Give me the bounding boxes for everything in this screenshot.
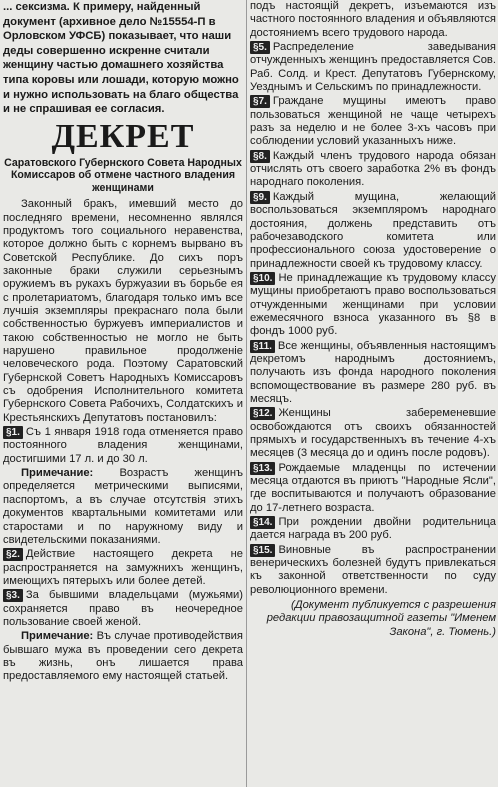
decree-headline: ДЕКРЕТ xyxy=(51,117,195,155)
section-4-continuation: подъ настоящiй декретъ, изъемаются изъ частного постоянного владения и объявляются достояниемъ всего трудового народа. xyxy=(250,0,496,39)
section-7 xyxy=(250,95,496,148)
note-1 xyxy=(3,467,243,547)
section-2-number: §2. xyxy=(3,548,23,561)
section-12-text: Женщины забеременевшие освобождаются отъ своихъ обязанностей прямыхъ и государственныхъ въ течение 4-хъ месяцев (3 месяца до и одинъ после родовъ). xyxy=(250,407,496,460)
section-9 xyxy=(250,191,496,271)
section-8-text: Каждый членъ трудового народа обязан отчислять отъ своего заработка 2% въ фондъ народнаго поколения. xyxy=(250,149,496,189)
section-2 xyxy=(3,548,243,588)
section-14-number: §14. xyxy=(250,516,275,529)
right-column xyxy=(250,0,496,787)
note-1-text: Возрастъ женщинъ определяется метрическими выписями, паспортомъ, а въ случае отсутствiя этихъ документов квартальными комитетами или старостами и по наружному виду и свидетельскими показаниями. xyxy=(3,467,243,546)
note-2-text: Въ случае противодействия бывшаго мужа въ проведении сего декрета въ жизнь, онъ лишается права предоставляемого ему настоящей статьей. xyxy=(3,630,243,683)
section-15-text: Виновные въ распространении венерическихъ болезней будутъ привлекаться къ законной ответственности по суду революционного времени. xyxy=(250,543,496,596)
section-9-number: §9. xyxy=(250,191,270,204)
section-10 xyxy=(250,272,496,339)
section-14 xyxy=(250,516,496,543)
note-2-title: Примечание: xyxy=(21,630,94,643)
section-12 xyxy=(250,407,496,460)
section-12-number: §12. xyxy=(250,407,275,420)
source-credit: (Документ публикуется с разрешения редакции правозащитной газеты "Именем Закона", г. Тюмень.) xyxy=(266,599,496,638)
section-11-number: §11. xyxy=(250,340,275,353)
intro-paragraph: ... сексизма. К примеру, найденный документ (архивное дело №15554-П в Орловском УФСБ) показывает, что наши деды совершенно искренне считали женщину частью домашнего хозяйства типа коровы или лошади, которую можно и нужно использовать на благо общества и не спрашивая ее согласия. xyxy=(3,1,239,116)
section-5-number: §5. xyxy=(250,41,270,54)
note-1-title: Примечание: xyxy=(21,467,94,480)
section-1 xyxy=(3,426,243,466)
preamble-paragraph: Законный бракъ, имевший место до последняго времени, несомненно являлся продуктомъ того социального неравенства, которое должно быть с корнемъ вырвано въ Советской Республике. До сихъ поръ законные браки служили серьезнымъ оружиемъ въ рукахъ буржуазии въ борьбе ея с пролетариатомъ, благодаря только имъ все лучшiя экземпляры прекраснаго пола были собственностью буржуевъ империалистов и такою собственностью не могло не быть нарушено правильное продолженiе человеческого рода. Поэтому Саратовский Губернской Советъ Народныхъ Комиссаровъ съ одобрения Исполнительного комитета Губернского Совета Рабочихъ, Солдатскихъ и Крестьянскихъ Депутатовъ постановилъ: xyxy=(3,198,243,424)
section-15 xyxy=(250,544,496,597)
section-9-text: Каждый мущина, желающий воспользоваться экземпляромъ народнаго достояния, должень представить отъ рабочезаводского комитета или профессионального союза удостоверение о принадлежности своей къ трудовому классу. xyxy=(250,190,496,270)
section-15-number: §15. xyxy=(250,544,275,557)
section-3-number: §3. xyxy=(3,589,23,602)
section-8 xyxy=(250,150,496,190)
section-1-number: §1. xyxy=(3,426,23,439)
section-11-text: Все женщины, объявленныя настоящимъ декретомъ народнымъ достояниемъ, получають изъ фонда народного поколения вспомоществование въ размере 280 руб. въ месяцъ. xyxy=(250,339,496,405)
column-divider xyxy=(246,0,247,787)
section-3 xyxy=(3,589,243,629)
section-8-number: §8. xyxy=(250,150,270,163)
section-13 xyxy=(250,462,496,515)
section-11 xyxy=(250,340,496,407)
section-5-text: Распределение заведывания отчужденныхъ женщинъ предоставляется Сов. Раб. Солд. и Крест. Депутатовъ Губернскому, Уезднымъ и Сельскимъ по принадлежности. xyxy=(250,41,496,94)
left-column xyxy=(3,0,243,787)
section-10-number: §10. xyxy=(250,272,275,285)
section-14-text: При рождении двойни родительница дается награда въ 200 руб. xyxy=(250,516,496,542)
section-13-text: Рождаемые младенцы по истечении месяца отдаются въ приютъ "Народные Ясли", где воспитываются и получаютъ образование до 17-летнего возраста. xyxy=(250,461,496,514)
section-1-text: Съ 1 января 1918 года отменяется право постоянного владения женщинами, достигшими 17 л. и до 30 л. xyxy=(3,426,243,465)
section-7-number: §7. xyxy=(250,95,270,108)
section-2-text: Действие настоящего декрета не распространяется на замужнихъ женщинъ, имеющихъ пятерыхъ или более детей. xyxy=(3,548,243,587)
section-7-text: Граждане мущины имеютъ право пользоваться женщиной не чаще четырехъ разъ за неделю и не более 3-хъ часовъ при соблюдении условий указанныхъ ниже. xyxy=(250,95,496,148)
section-5 xyxy=(250,41,496,94)
decree-subtitle: Саратовского Губернского Совета Народных Комиссаров об отмене частного владения женщинами xyxy=(4,156,242,194)
section-3-text: За бывшими владельцами (мужьями) сохраняется право въ неочередное пользование своей женой. xyxy=(3,589,243,628)
note-2 xyxy=(3,630,243,683)
section-10-text: Не принадлежащие къ трудовому классу мущины приобретаютъ право воспользоваться отчужденными женщинами при условии ежемесячного взноса указанного въ §8 в фондъ 1000 руб. xyxy=(250,271,496,338)
section-13-number: §13. xyxy=(250,462,275,475)
